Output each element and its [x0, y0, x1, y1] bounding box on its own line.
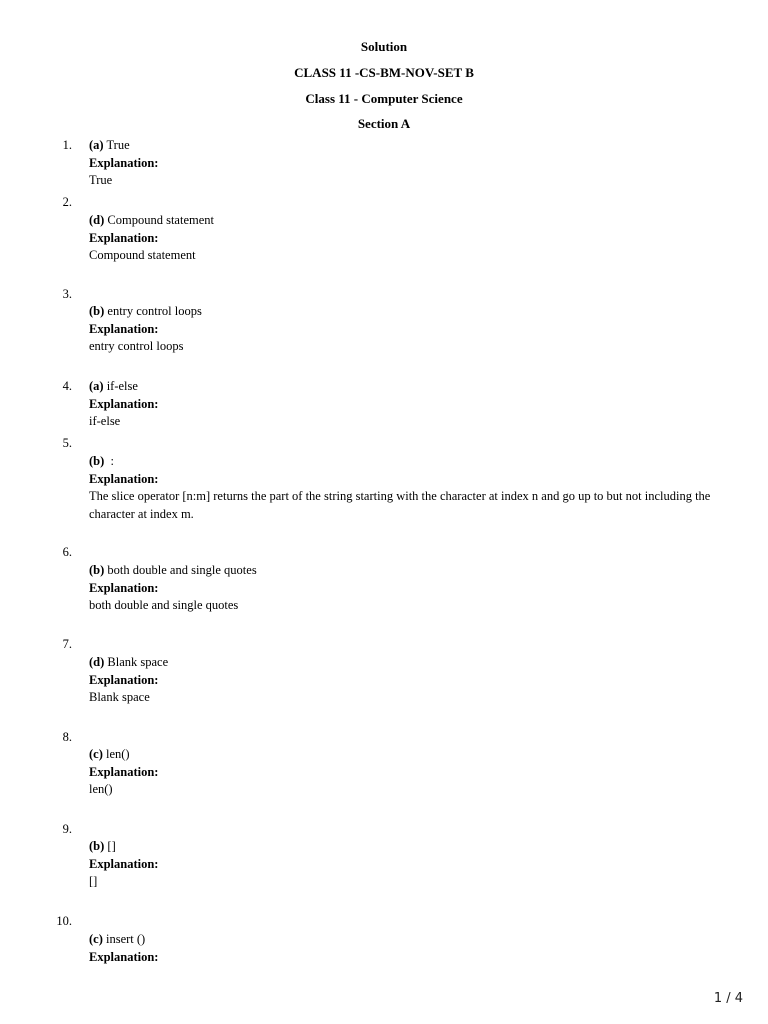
question-answer-block — [89, 303, 729, 356]
question-number: 3. — [62, 287, 72, 301]
question-answer-block — [89, 137, 729, 190]
question-number: 1. — [62, 138, 72, 152]
answer-option: (b) — [89, 839, 105, 853]
explanation-label: Explanation: — [89, 230, 159, 245]
question-number: 9. — [62, 822, 72, 836]
answer-option: (b) — [89, 304, 105, 318]
answer-option: (d) — [89, 213, 105, 227]
explanation-label: Explanation: — [89, 856, 159, 871]
explanation-text: True — [89, 173, 113, 187]
question-number: 8. — [62, 730, 72, 744]
explanation-text: Blank space — [89, 690, 150, 704]
explanation-text: [] — [89, 874, 98, 888]
answer-option: (c) — [89, 747, 103, 761]
paper-code: CLASS 11 -CS-BM-NOV-SET B — [294, 65, 474, 80]
question-answer-block — [89, 654, 729, 707]
explanation-text: entry control loops — [89, 339, 184, 353]
subject-title: Class 11 - Computer Science — [305, 91, 463, 106]
question-number: 4. — [62, 379, 72, 393]
explanation-label: Explanation: — [89, 949, 159, 964]
answer-option: (c) — [89, 932, 103, 946]
question-number: 2. — [62, 195, 72, 209]
explanation-label: Explanation: — [89, 155, 159, 170]
answer-text: Compound statement — [107, 213, 214, 227]
question-answer-block — [89, 453, 729, 523]
explanation-label: Explanation: — [89, 764, 159, 779]
explanation-label: Explanation: — [89, 580, 159, 595]
answer-option: (a) — [89, 138, 104, 152]
question-number: 10. — [56, 914, 72, 928]
explanation-text: Compound statement — [89, 248, 196, 262]
question-answer-block — [89, 838, 729, 891]
question-answer-block — [89, 746, 729, 799]
explanation-text: both double and single quotes — [89, 598, 239, 612]
question-answer-block — [89, 562, 729, 615]
explanation-text: The slice operator [n:m] returns the part of the string starting with the character at index n and go up to but not including the character at index m. — [89, 489, 711, 521]
answer-text: Blank space — [107, 655, 169, 669]
answer-text: both double and single quotes — [107, 563, 257, 577]
explanation-text: if-else — [89, 414, 121, 428]
answer-text: if-else — [106, 379, 138, 393]
answer-text: [] — [107, 839, 116, 853]
explanation-text: len() — [89, 782, 113, 796]
explanation-label: Explanation: — [89, 672, 159, 687]
explanation-label: Explanation: — [89, 471, 159, 486]
answer-text: True — [106, 138, 130, 152]
answer-text: entry control loops — [107, 304, 202, 318]
section-title: Section A — [357, 116, 411, 131]
answer-text: insert () — [106, 932, 146, 946]
question-number: 7. — [62, 637, 72, 651]
answer-option: (d) — [89, 655, 105, 669]
answer-option: (b) — [89, 454, 105, 468]
explanation-label: Explanation: — [89, 321, 159, 336]
question-number: 6. — [62, 545, 72, 559]
question-answer-block — [89, 212, 729, 265]
answer-option: (b) — [89, 563, 105, 577]
page-indicator: 1 / 4 — [713, 991, 743, 1006]
answer-text: len() — [106, 747, 130, 761]
solution-title: Solution — [360, 39, 408, 54]
answer-option: (a) — [89, 379, 104, 393]
explanation-label: Explanation: — [89, 396, 159, 411]
question-answer-block — [89, 931, 729, 966]
question-number: 5. — [62, 436, 72, 450]
question-answer-block — [89, 378, 729, 431]
answer-text: : — [110, 454, 115, 468]
